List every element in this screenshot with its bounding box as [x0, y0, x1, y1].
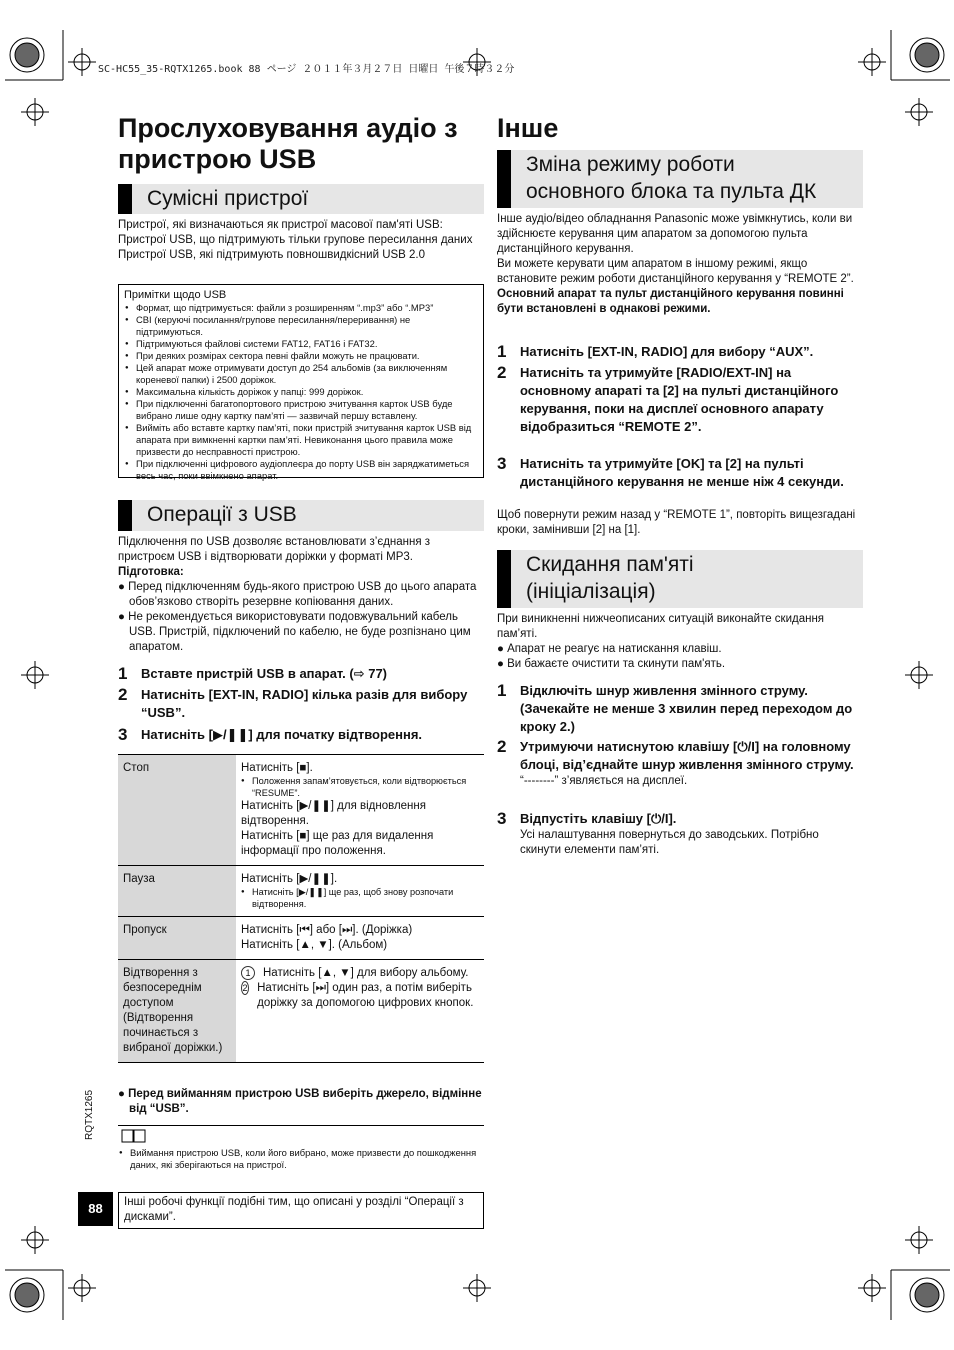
page-title-line2: пристрою USB: [118, 144, 317, 174]
prep-item-2: ● Не рекомендується використовувати подовжувальний кабель USB. Пристрій, підключений по кабелю, не буде розпізнано цим апаратом.: [118, 611, 471, 653]
remote-text-3: Основний апарат та пульт дистанційного керування повинні бути встановлені в однакові режими.: [497, 288, 844, 315]
usb-step-2: 2 Натисніть [EXT-IN, RADIO] кілька разів для вибору “USB”.: [118, 685, 468, 720]
usb-step-1: 1 Вставте пристрій USB в апарат. (⇨ 77): [118, 664, 387, 683]
usb-note: ● Вийміть або вставте картку пам’яті, поки пристрій зчитування карток USB від апарата при вимкненні картки пам’яті. Невиконання цього правила може призвести до несправності пристрою.: [124, 422, 478, 458]
compat-text-2: Пристрої USB, що підтримують тільки групове пересилання даних: [118, 234, 473, 246]
remote-text-2: Ви можете керувати цим апаратом в іншому режимі, якщо встановите режим роботи дистанційного керування у “REMOTE 2”.: [497, 258, 854, 285]
section-memory-reset: Скидання пам'яті (ініціалізація): [497, 550, 863, 608]
page-title-line1: Прослуховування аудіо з: [118, 113, 458, 143]
prep-item-1: ● Перед підключенням будь-якого пристрою USB до цього апарата обов’язково створіть резервне копіювання даних.: [118, 581, 477, 608]
remote-revert-text: Щоб повернути режим назад у “REMOTE 1”, повторіть вищезгадані кроки, замінивши [2] на [1].: [497, 509, 856, 536]
reset-bullet-1: ● Апарат не реагує на натискання клавіш.: [497, 643, 722, 655]
footer-box: Інші робочі функції подібні тим, що описані у розділі “Операції з дисками”.: [118, 1192, 484, 1229]
usb-ops-text: Підключення по USB дозволяє встановлювати з’єднання з пристроєм USB і відтворювати доріжки у форматі MP3.: [118, 536, 431, 563]
usb-note: ● Максимальна кількість доріжок у папці: 999 доріжок.: [124, 386, 478, 398]
compat-text-1: Пристрої, які визначаються як пристрої масової пам'яті USB:: [118, 219, 443, 231]
remote-step-3: 3 Натисніть та утримуйте [OK] та [2] на пульті дистанційного керування не менше ніж 4 секунди.: [497, 454, 844, 489]
usb-step-3: 3 Натисніть [▶/❚❚] для початку відтворення.: [118, 725, 423, 744]
usb-note: ● При підключенні цифрового аудіоплеєра до порту USB він заряджатиметься весь час, поки ввімкнено апарат.: [124, 458, 478, 482]
usb-note: ● При підключенні багатопортового пристрою зчитування карток USB буде вибрано лише одну картку пам’яті — зазвичай першу вставлену.: [124, 398, 478, 422]
playback-operations-table: [118, 754, 484, 1063]
op-skip-label: Пропуск: [118, 917, 236, 960]
op-stop-label: Стоп: [118, 755, 236, 866]
usb-notes-title: Примітки щодо USB: [124, 289, 227, 301]
book-note: Виймання пристрою USB, коли його вибрано, може призвести до пошкодження даних, які зберігаються на пристрої.: [130, 1147, 477, 1170]
remote-step-2: 2 Натисніть та утримуйте [RADIO/EXT-IN] на основному апараті та [2] на пульті дистанційного керування, поки на дисплеї основного апарату відобразиться “REMOTE 2”.: [497, 363, 839, 434]
book-icon: [121, 1129, 147, 1143]
section-remote-mode: Зміна режиму роботи основного блока та пульта ДК: [497, 150, 863, 208]
table-row: Відтворення з безпосереднім доступом (Відтворення починається з вибраної доріжки.) 1 Натисніть [▲, ▼] для вибору альбому. 2 Натисніть [⏭] один раз, а потім виберіть доріжку за допомогою цифрових кнопок.: [118, 960, 484, 1063]
reset-step-3: 3 Відпустіть клавішу [⏻/I]. Усі налаштування повернуться до заводських. Потрібно скинути елементи пам’яті.: [497, 809, 819, 856]
usb-note: ● CBI (керуючі посилання/групове пересилання/переривання) не підтримуються.: [124, 314, 478, 338]
section-usb-operations: Операції з USB: [118, 500, 484, 531]
op-direct-label: Відтворення з безпосереднім доступом (Відтворення починається з вибраної доріжки.): [118, 960, 236, 1063]
remove-warning: ● Перед вийманням пристрою USB виберіть джерело, відмінне від “USB”.: [118, 1088, 482, 1115]
usb-note: ● При деяких розмірах сектора певні файли можуть не працювати.: [124, 350, 478, 362]
remote-text-1: Інше аудіо/відео обладнання Panasonic може увімкнутись, коли ви здійснюєте керування цим апаратом за допомогою пульта дистанційного керування.: [497, 213, 853, 255]
reset-bullet-2: ● Ви бажаєте очистити та скинути пам'ять.: [497, 658, 726, 670]
section-compatible-devices: Сумісні пристрої: [118, 184, 484, 214]
table-row: Пропуск Натисніть [⏮] або [⏭]. (Доріжка) Натисніть [▲, ▼]. (Альбом): [118, 917, 484, 960]
table-row: Пауза Натисніть [▶/❚❚]. ● Натисніть [▶/❚❚] ще раз, щоб знову розпочати відтворення.: [118, 866, 484, 917]
usb-note: ● Підтримуються файлові системи FAT12, FAT16 і FAT32.: [124, 338, 478, 350]
prep-label: Підготовка:: [118, 566, 184, 578]
right-title: Інше: [497, 113, 559, 143]
op-pause-label: Пауза: [118, 866, 236, 917]
reset-text: При виникненні нижчеописаних ситуацій виконайте скидання пам’яті.: [497, 613, 825, 640]
remote-step-1: 1 Натисніть [EXT-IN, RADIO] для вибору “AUX”.: [497, 342, 814, 361]
doc-code: RQTX1265: [84, 1089, 95, 1140]
usb-note: ● Формат, що підтримується: файли з розширенням “.mp3” або “.MP3”: [124, 302, 478, 314]
table-row: Стоп Натисніть [■]. ● Положення запам’ятовується, коли відтворюється “RESUME”. Натисніть [▶/❚❚] для відновлення відтворення. Натисніть [■] ще раз для видалення інформації про положення.: [118, 755, 484, 866]
usb-note: ● Цей апарат може отримувати доступ до 254 альбомів (за виключенням кореневої папки) і 2500 доріжок.: [124, 362, 478, 386]
reset-step-2: 2 Утримуючи натиснутою клавішу [⏻/I] на головному блоці, від’єднайте шнур живлення змінного струму. “--------” з’являється на дисплеї.: [497, 737, 854, 787]
page-number: 88: [78, 1192, 113, 1226]
compat-text-3: Пристрої USB, які підтримують повношвидкісний USB 2.0: [118, 249, 426, 261]
usb-notes-box: [118, 284, 484, 481]
file-header: SC-HC55_35-RQTX1265.book 88 ページ ２０１１年３月２７日 日曜日 午後７時３２分: [98, 64, 515, 75]
reset-step-1: 1 Відключіть шнур живлення змінного струму. (Зачекайте не менше 3 хвилин перед переходом до кроку 2.): [497, 681, 853, 734]
